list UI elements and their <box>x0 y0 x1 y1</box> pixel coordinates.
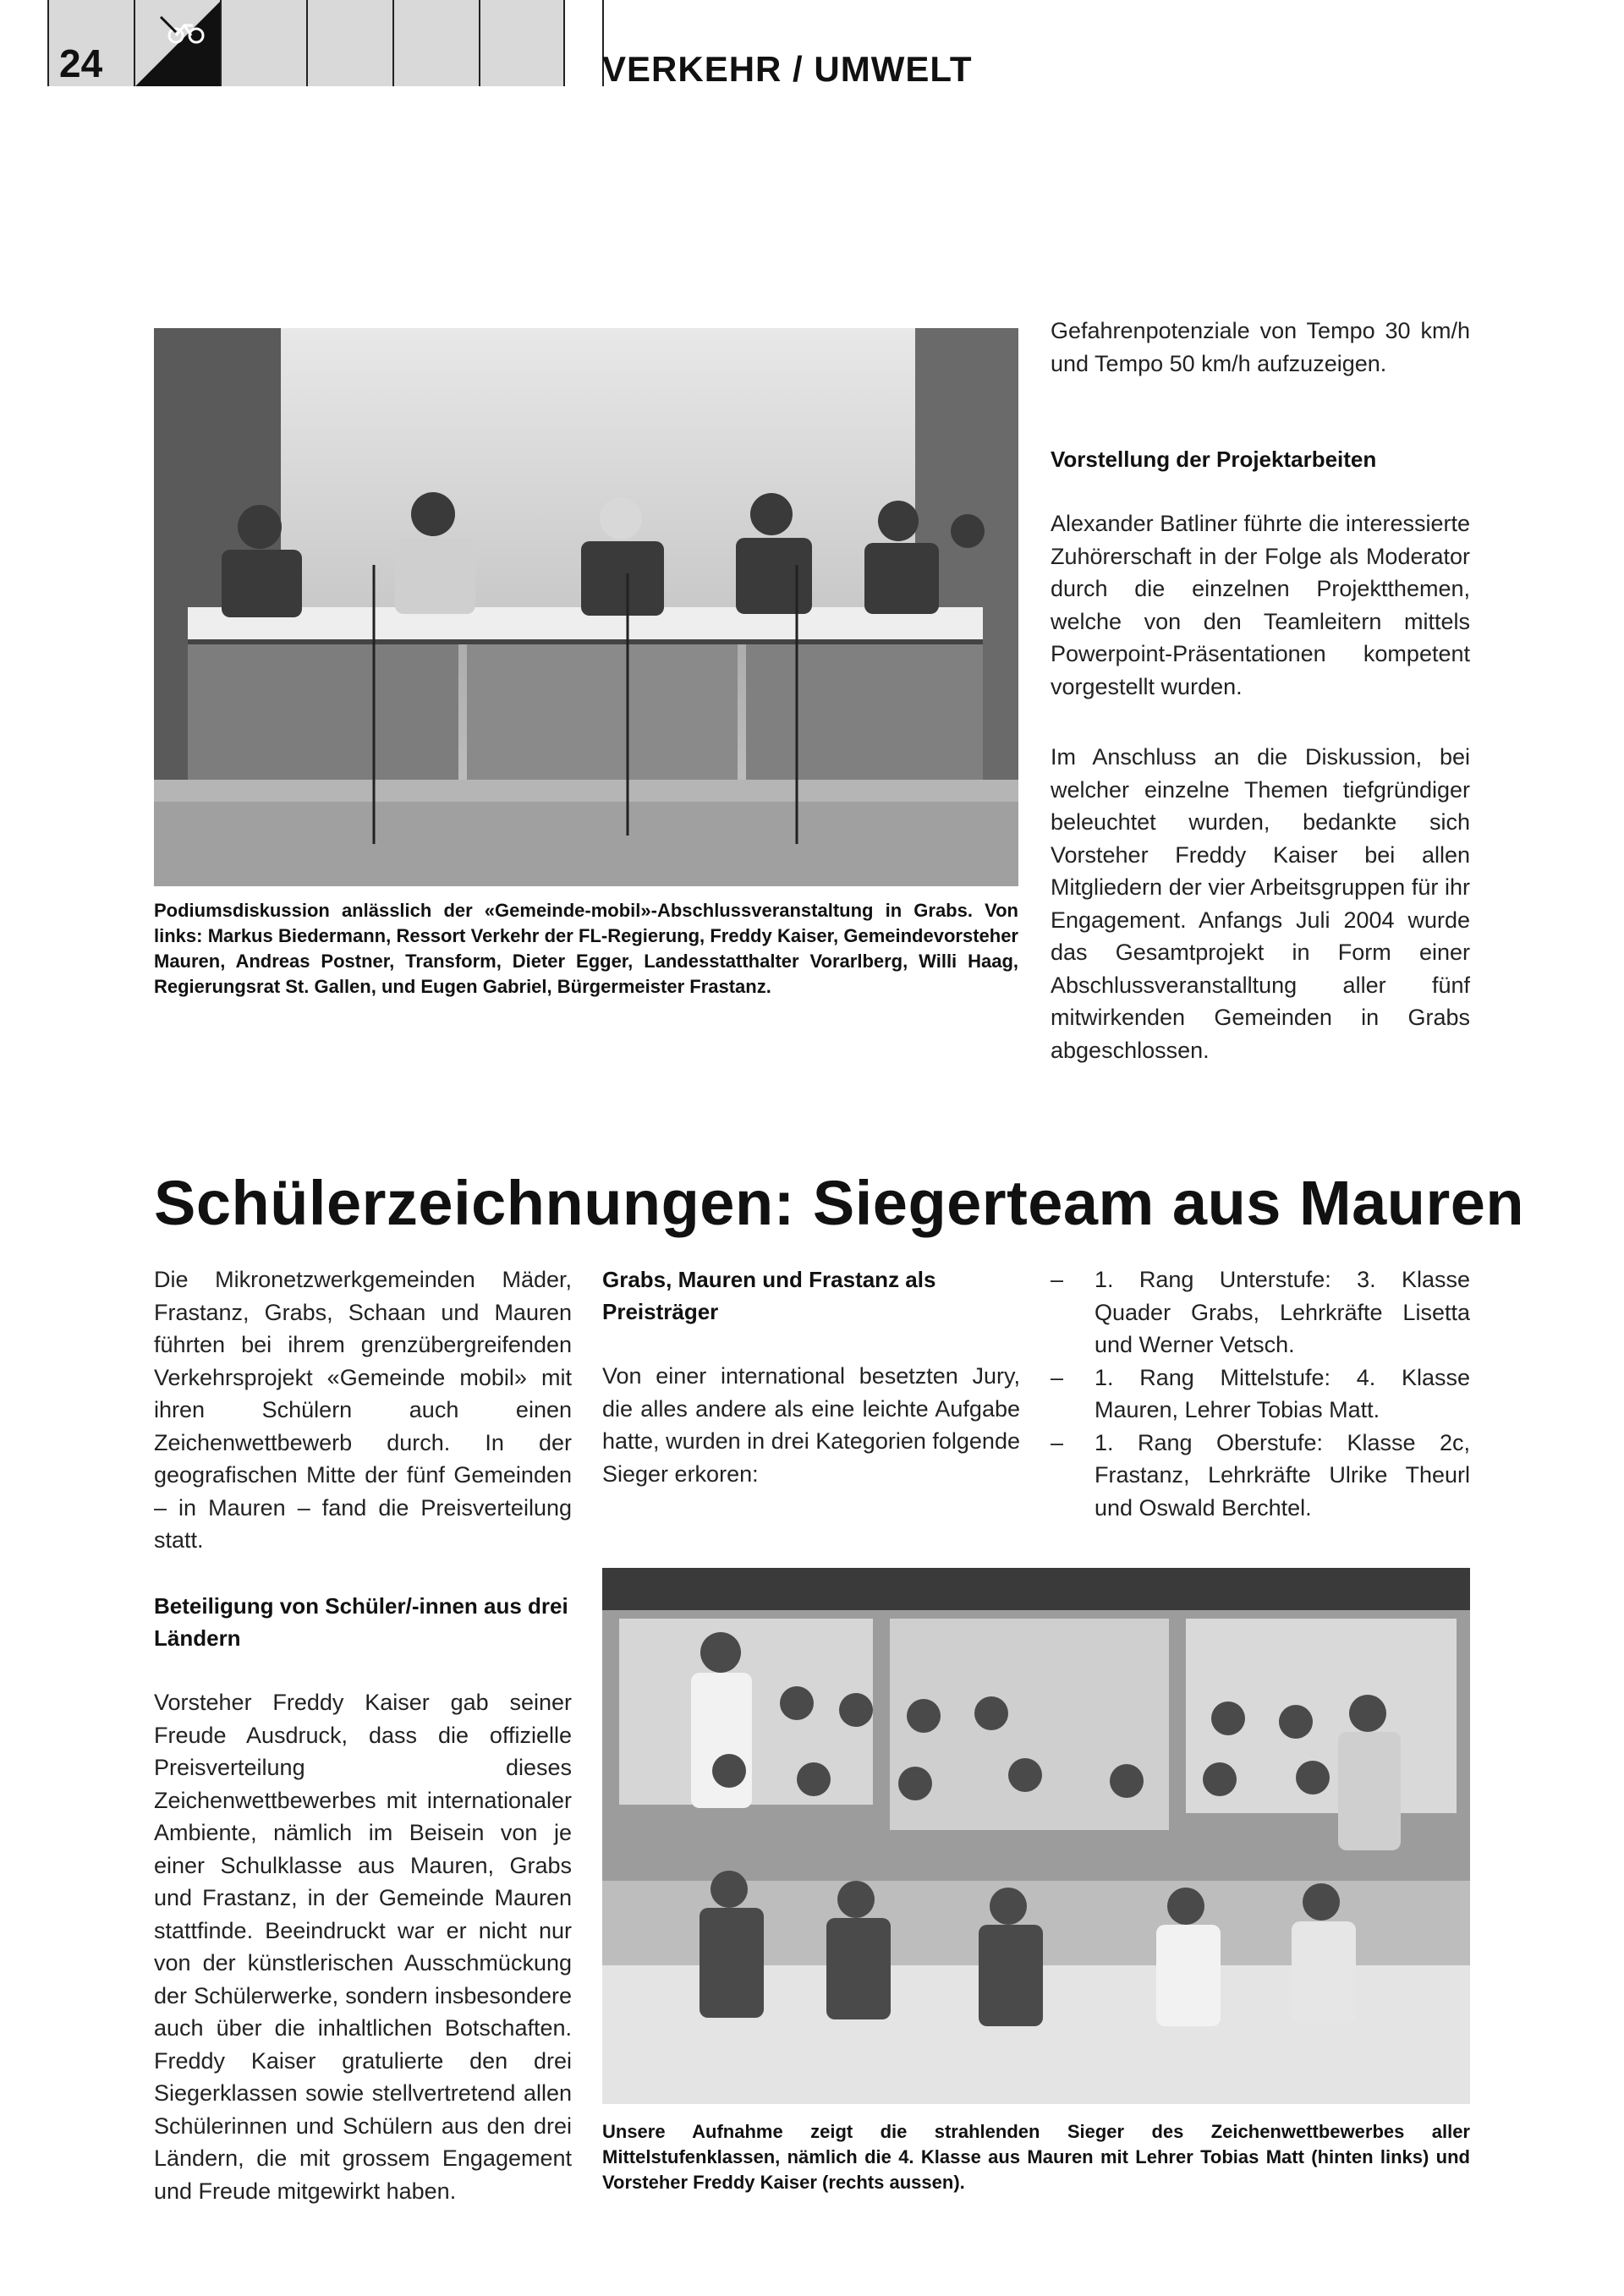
winner-text: 1. Rang Mittelstufe: 4. Klasse Mauren, Lehrer Tobias Matt. <box>1095 1364 1470 1422</box>
page-number-cell <box>47 0 134 86</box>
subheading-winners: Grabs, Mauren und Frastanz als Preisträger <box>602 1267 936 1324</box>
podium-photo <box>154 328 1018 886</box>
jury-text: Von einer international besetzten Jury, die alles andere als eine leichte Aufgabe hatte, wurden in drei Kategorien folgende Sieger erkoren: <box>602 1363 1020 1487</box>
list-item <box>1051 1263 1470 1362</box>
intro-text: Gefahrenpotenziale von Tempo 30 km/h und Tempo 50 km/h aufzuzeigen. <box>1051 318 1470 376</box>
page-number: 24 <box>59 41 103 85</box>
list-item <box>1051 1362 1470 1427</box>
subheading-project-work: Vorstellung der Projektarbeiten <box>1051 447 1377 472</box>
winners-list <box>1051 1263 1470 1524</box>
participation-text: Vorsteher Freddy Kaiser gab seiner Freude Ausdruck, dass die offizielle Preisverteilung dieses Zeichenwettbewerbes mit internationaler Ambiente, nämlich im Beisein von je einer Schulklasse aus Mauren, Grabs und Frastanz, in der Gemeinde Mauren stattfinde. Beeindruckt war er nicht nur von der künstlerischen Ausschmückung der Schülerwerke, sondern insbesondere auch über die inhaltlichen Botschaften. Freddy Kaiser gratulierte den drei Siegerklassen sowie stellvertretend allen Schülerinnen und Schülern aus den drei Ländern, die mit grossem Engagement und Freude mitgewirkt haben. <box>154 1690 572 2204</box>
bicycle-sign-icon <box>134 0 220 86</box>
winner-text: 1. Rang Unterstufe: 3. Klasse Quader Grabs, Lehrkräfte Lisetta und Werner Vetsch. <box>1095 1267 1470 1357</box>
list-item <box>1051 1427 1470 1525</box>
article-headline: Schülerzeichnungen: Siegerteam aus Mauren <box>154 1168 1525 1238</box>
winner-text: 1. Rang Oberstufe: Klasse 2c, Frastanz, Lehrkräfte Ulrike Theurl und Oswald Berchtel. <box>1095 1429 1470 1521</box>
article-intro: Die Mikronetzwerkgemeinden Mäder, Frastanz, Grabs, Schaan und Mauren führten bei ihrem grenzübergreifenden Verkehrsprojekt «Gemeinde mobil» mit ihren Schülern auch einen Zeichenwettbewerb durch. In der geografischen Mitte der fünf Gemeinden – in Mauren – fand die Preisverteilung statt. <box>154 1267 572 1553</box>
photo-1-caption: Podiumsdiskussion anlässlich der «Gemeinde-mobil»-Abschlussveranstaltung in Grabs. Von links: Markus Biedermann, Ressort Verkehr der FL-Regierung, Freddy Kaiser, Gemeindevorsteher Mauren, Andreas Postner, Transform, Dieter Egger, Landesstatthalter Vorarlberg, Willi Haag, Regierungsrat St. Gallen, und Eugen Gabriel, Bürgermeister Frastanz. <box>154 900 1018 997</box>
header-grid <box>47 0 565 86</box>
list-dash: – <box>1051 1429 1064 1455</box>
class-photo <box>602 1568 1470 2104</box>
photo-2-caption: Unsere Aufnahme zeigt die strahlenden Sieger des Zeichenwettbewerbes aller Mittelstufenklassen, nämlich die 4. Klasse aus Mauren mit Lehrer Tobias Matt (hinten links) und Vorsteher Freddy Kaiser (rechts aussen). <box>602 2121 1470 2193</box>
paragraph-discussion: Im Anschluss an die Diskussion, bei welcher einzelne Themen tiefgründiger beleuchtet wurden, bedankte sich Vorsteher Freddy Kaiser bei allen Mitgliedern der vier Arbeitsgruppen für ihr Engagement. Anfangs Juli 2004 wurde das Gesamtprojekt in Form einer Abschlussveranstalltung aller fünf mitwirkenden Gemeinden in Grabs abgeschlossen. <box>1051 744 1470 1063</box>
header-cell <box>479 0 565 86</box>
header-cell <box>220 0 306 86</box>
paragraph-moderator: Alexander Batliner führte die interessierte Zuhörerschaft in der Folge als Moderator durch die einzelnen Projektthemen, welche von den Teamleitern mittels Powerpoint-Präsentationen kompetent vorgestellt wurden. <box>1051 511 1470 699</box>
header-cell <box>392 0 479 86</box>
list-dash: – <box>1051 1364 1064 1390</box>
subheading-participation: Beteiligung von Schüler/-innen aus drei Ländern <box>154 1593 568 1651</box>
section-title: VERKEHR / UMWELT <box>602 49 973 89</box>
header-cell <box>306 0 392 86</box>
list-dash: – <box>1051 1267 1064 1292</box>
